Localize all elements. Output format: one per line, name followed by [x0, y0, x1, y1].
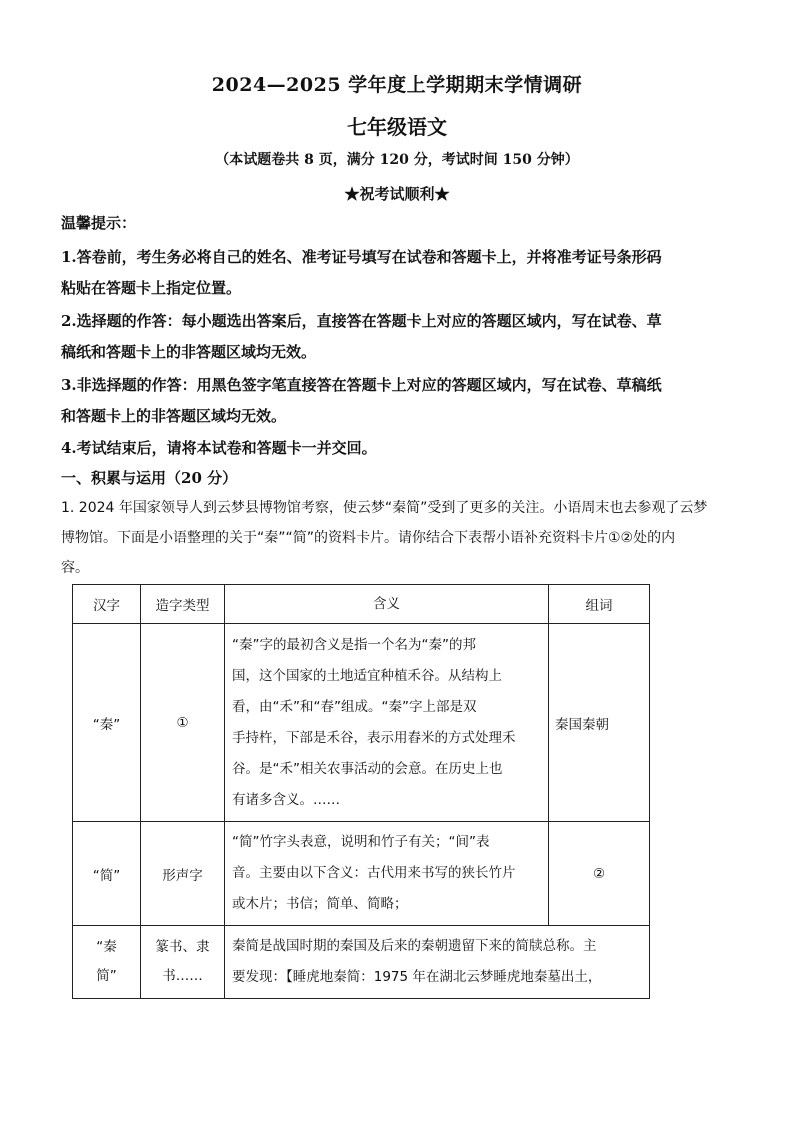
question-1-text: 博物馆。下面是小语整理的关于“秦”“简”的资料卡片。请你结合下表帮小语补充资料卡片①②处的内: [61, 530, 676, 546]
meaning-line: “简”竹字头表意，说明和竹子有关；“间”表: [232, 834, 490, 850]
tip-line: 稿纸和答题卡上的非答题区域均无效。: [61, 343, 317, 361]
tip-line: 1.答卷前，考生务必将自己的姓名、准考证号填写在试卷和答题卡上，并将准考证号条形码: [61, 248, 662, 266]
section-heading: 一、积累与运用（20 分）: [61, 469, 238, 487]
char-line: “秦: [96, 939, 117, 955]
column-header: 组词: [549, 585, 650, 624]
tip-line: 粘贴在答题卡上指定位置。: [61, 279, 242, 297]
blank-2-cell: ②: [549, 822, 650, 926]
meaning-line: 国，这个国家的土地适宜种植禾谷。从结构上: [232, 667, 502, 684]
blank-1-cell: ①: [141, 624, 225, 822]
type-cell: [141, 926, 225, 999]
tip-line: 2.选择题的作答：每小题选出答案后，直接答在答题卡上对应的答题区域内，写在试卷、草: [61, 312, 662, 330]
tip-line: 3.非选择题的作答：用黑色签字笔直接答在答题卡上对应的答题区域内，写在试卷、草稿纸: [61, 376, 662, 394]
meaning-cell: [225, 624, 549, 822]
column-header: 造字类型: [141, 585, 225, 624]
meaning-line: “秦”字的最初含义是指一个名为“秦”的邦: [232, 636, 476, 653]
meaning-cell: [225, 926, 650, 999]
char-line: 简”: [96, 968, 117, 984]
tip-line: 和答题卡上的非答题区域均无效。: [61, 407, 287, 425]
type-cell: 形声字: [141, 822, 225, 926]
char-cell: “秦”: [73, 624, 141, 822]
type-line: 篆书、隶: [155, 939, 210, 955]
tip-line: 4.考试结束后，请将本试卷和答题卡一并交回。: [61, 439, 377, 457]
question-1-text: 1. 2024 年国家领导人到云梦县博物馆考察，使云梦“秦简”受到了更多的关注。小语周末也去参观了云梦: [61, 500, 708, 516]
table-row: [73, 624, 650, 822]
meaning-line: 看，由“禾”和“春”组成。“秦”字上部是双: [232, 698, 477, 715]
column-header: 汉字: [73, 585, 141, 624]
meaning-cell: [225, 822, 549, 926]
exam-note: （本试题卷共 8 页，满分 120 分，考试时间 150 分钟）: [215, 152, 579, 168]
exam-title: 2024—2025 学年度上学期期末学情调研: [211, 74, 583, 96]
tips-heading: 温馨提示：: [61, 214, 137, 232]
table-row: [73, 822, 650, 926]
column-header: 含义: [225, 585, 549, 624]
char-cell: [73, 926, 141, 999]
meaning-line: 谷。是“禾”相关农事活动的会意。在历史上也: [232, 760, 503, 777]
subject-title: 七年级语文: [347, 115, 447, 139]
meaning-line: 要发现：【睡虎地秦简：1975 年在湖北云梦睡虎地秦墓出土，: [232, 969, 602, 985]
meaning-line: 音。主要由以下含义：古代用来书写的狭长竹片: [232, 865, 516, 881]
words-cell: 秦国秦朝: [549, 624, 650, 822]
table-row: [73, 926, 650, 999]
type-line: 书……: [162, 968, 203, 984]
question-1-text: 容。: [61, 560, 89, 576]
meaning-line: 秦简是战国时期的秦国及后来的秦朝遗留下来的简牍总称。主: [232, 938, 597, 954]
table-header-row: [73, 585, 650, 624]
meaning-line: 手持杵，下部是禾谷，表示用舂米的方式处理禾: [232, 729, 516, 746]
info-card-table: [72, 584, 650, 999]
meaning-line: 有诸多含义。……: [232, 791, 340, 808]
meaning-line: 或木片；书信；简单、简略；: [232, 896, 408, 912]
char-cell: “简”: [73, 822, 141, 926]
good-luck-line: ★祝考试顺利★: [344, 185, 450, 203]
